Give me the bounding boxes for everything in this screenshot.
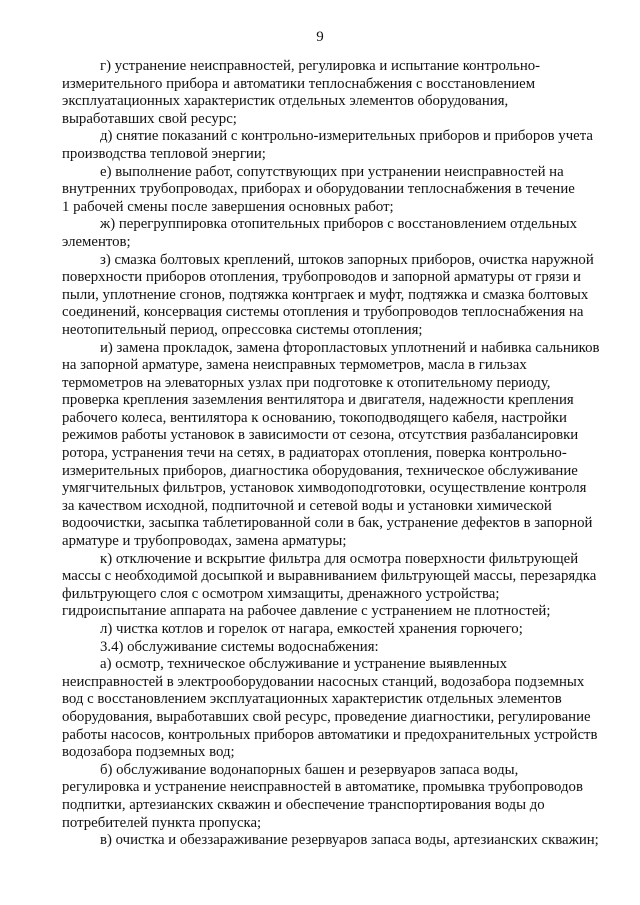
paragraph-item-zh: ж) перегруппировка отопительных приборов с восстановлением отдельных элементов;	[62, 216, 577, 250]
paragraph-item-d: д) снятие показаний с контрольно-измерительных приборов и приборов учета производства тепловой энергии;	[62, 128, 593, 162]
section-heading-3-4: 3.4) обслуживание системы водоснабжения:	[100, 638, 379, 655]
paragraph-item-z: з) смазка болтовых креплений, штоков запорных приборов, очистка наружной поверхности приборов отопления, трубопроводов и запорной арматуры от грязи и пыли, уплотнение сгонов, подтяжка контргаек и муфт, подтяжка и смазка болтовых соединений, консервация системы отопления и трубопроводов теплоснабжения на неотопительный период, опрессовка системы отопления;	[62, 251, 594, 338]
paragraph-item-b: б) обслуживание водонапорных башен и резервуаров запаса воды, регулировка и устранение неисправностей в автоматике, промывка трубопроводов подпитки, артезианских скважин и обеспечение транспортирования воды до потребителей пункта пропуска;	[62, 761, 583, 831]
paragraph-item-i: и) замена прокладок, замена фторопластовых уплотнений и набивка сальников на запорной арматуре, замена неисправных термометров, масла в гильзах термометров на элеваторных узлах при подготовке к отопительному периоду, проверка крепления заземления вентилятора и двигателя, надежности крепления рабочего колеса, вентилятора к основанию, токоподводящего кабеля, настройки режимов работы установок в зависимости от сезона, отсутствия разбалансировки ротора, устранения течи на сетях, в радиаторах отопления, поверка контрольно- измерительных приборов, диагностика оборудования, техническое обслуживание умягчительных фильтров, установок химводоподготовки, осуществление контроля за качеством исходной, подпиточной и сетевой воды и установки химической водоочистки, засыпка таблетированной соли в бак, устранение дефектов в запорной арматуре и трубопроводах, замена арматуры;	[62, 339, 600, 550]
paragraph-item-v: в) очистка и обеззараживание резервуаров запаса воды, артезианских скважин;	[100, 832, 599, 849]
paragraph-item-e: е) выполнение работ, сопутствующих при устранении неисправностей на внутренних трубопроводах, приборах и оборудовании теплоснабжения в течение 1 рабочей смены после завершения основных работ;	[62, 163, 575, 215]
page-number: 9	[316, 29, 324, 45]
paragraph-item-k: к) отключение и вскрытие фильтра для осмотра поверхности фильтрующей массы с необходимой досыпкой и выравниванием фильтрующей массы, перезарядка фильтрующего слоя с осмотром химзащиты, дренажного устройства; гидроиспытание аппарата на рабочее давление с устранением не плотностей;	[62, 550, 597, 620]
paragraph-item-a: а) осмотр, техническое обслуживание и устранение выявленных неисправностей в электрооборудовании насосных станций, водозабора подземных вод с восстановлением эксплуатационных характеристик отдельных элементов оборудования, выработавших свой ресурс, проведение диагностики, регулирование работы насосов, контрольных приборов автоматики и предохранительных устройств водозабора подземных вод;	[62, 656, 598, 761]
document-body	[62, 58, 608, 850]
paragraph-item-g: г) устранение неисправностей, регулировка и испытание контрольно- измерительного прибора и автоматики теплоснабжения с восстановлением эксплуатационных характеристик отдельных элементов оборудования, выработавших свой ресурс;	[62, 58, 541, 127]
paragraph-item-l: л) чистка котлов и горелок от нагара, емкостей хранения горючего;	[100, 621, 523, 637]
